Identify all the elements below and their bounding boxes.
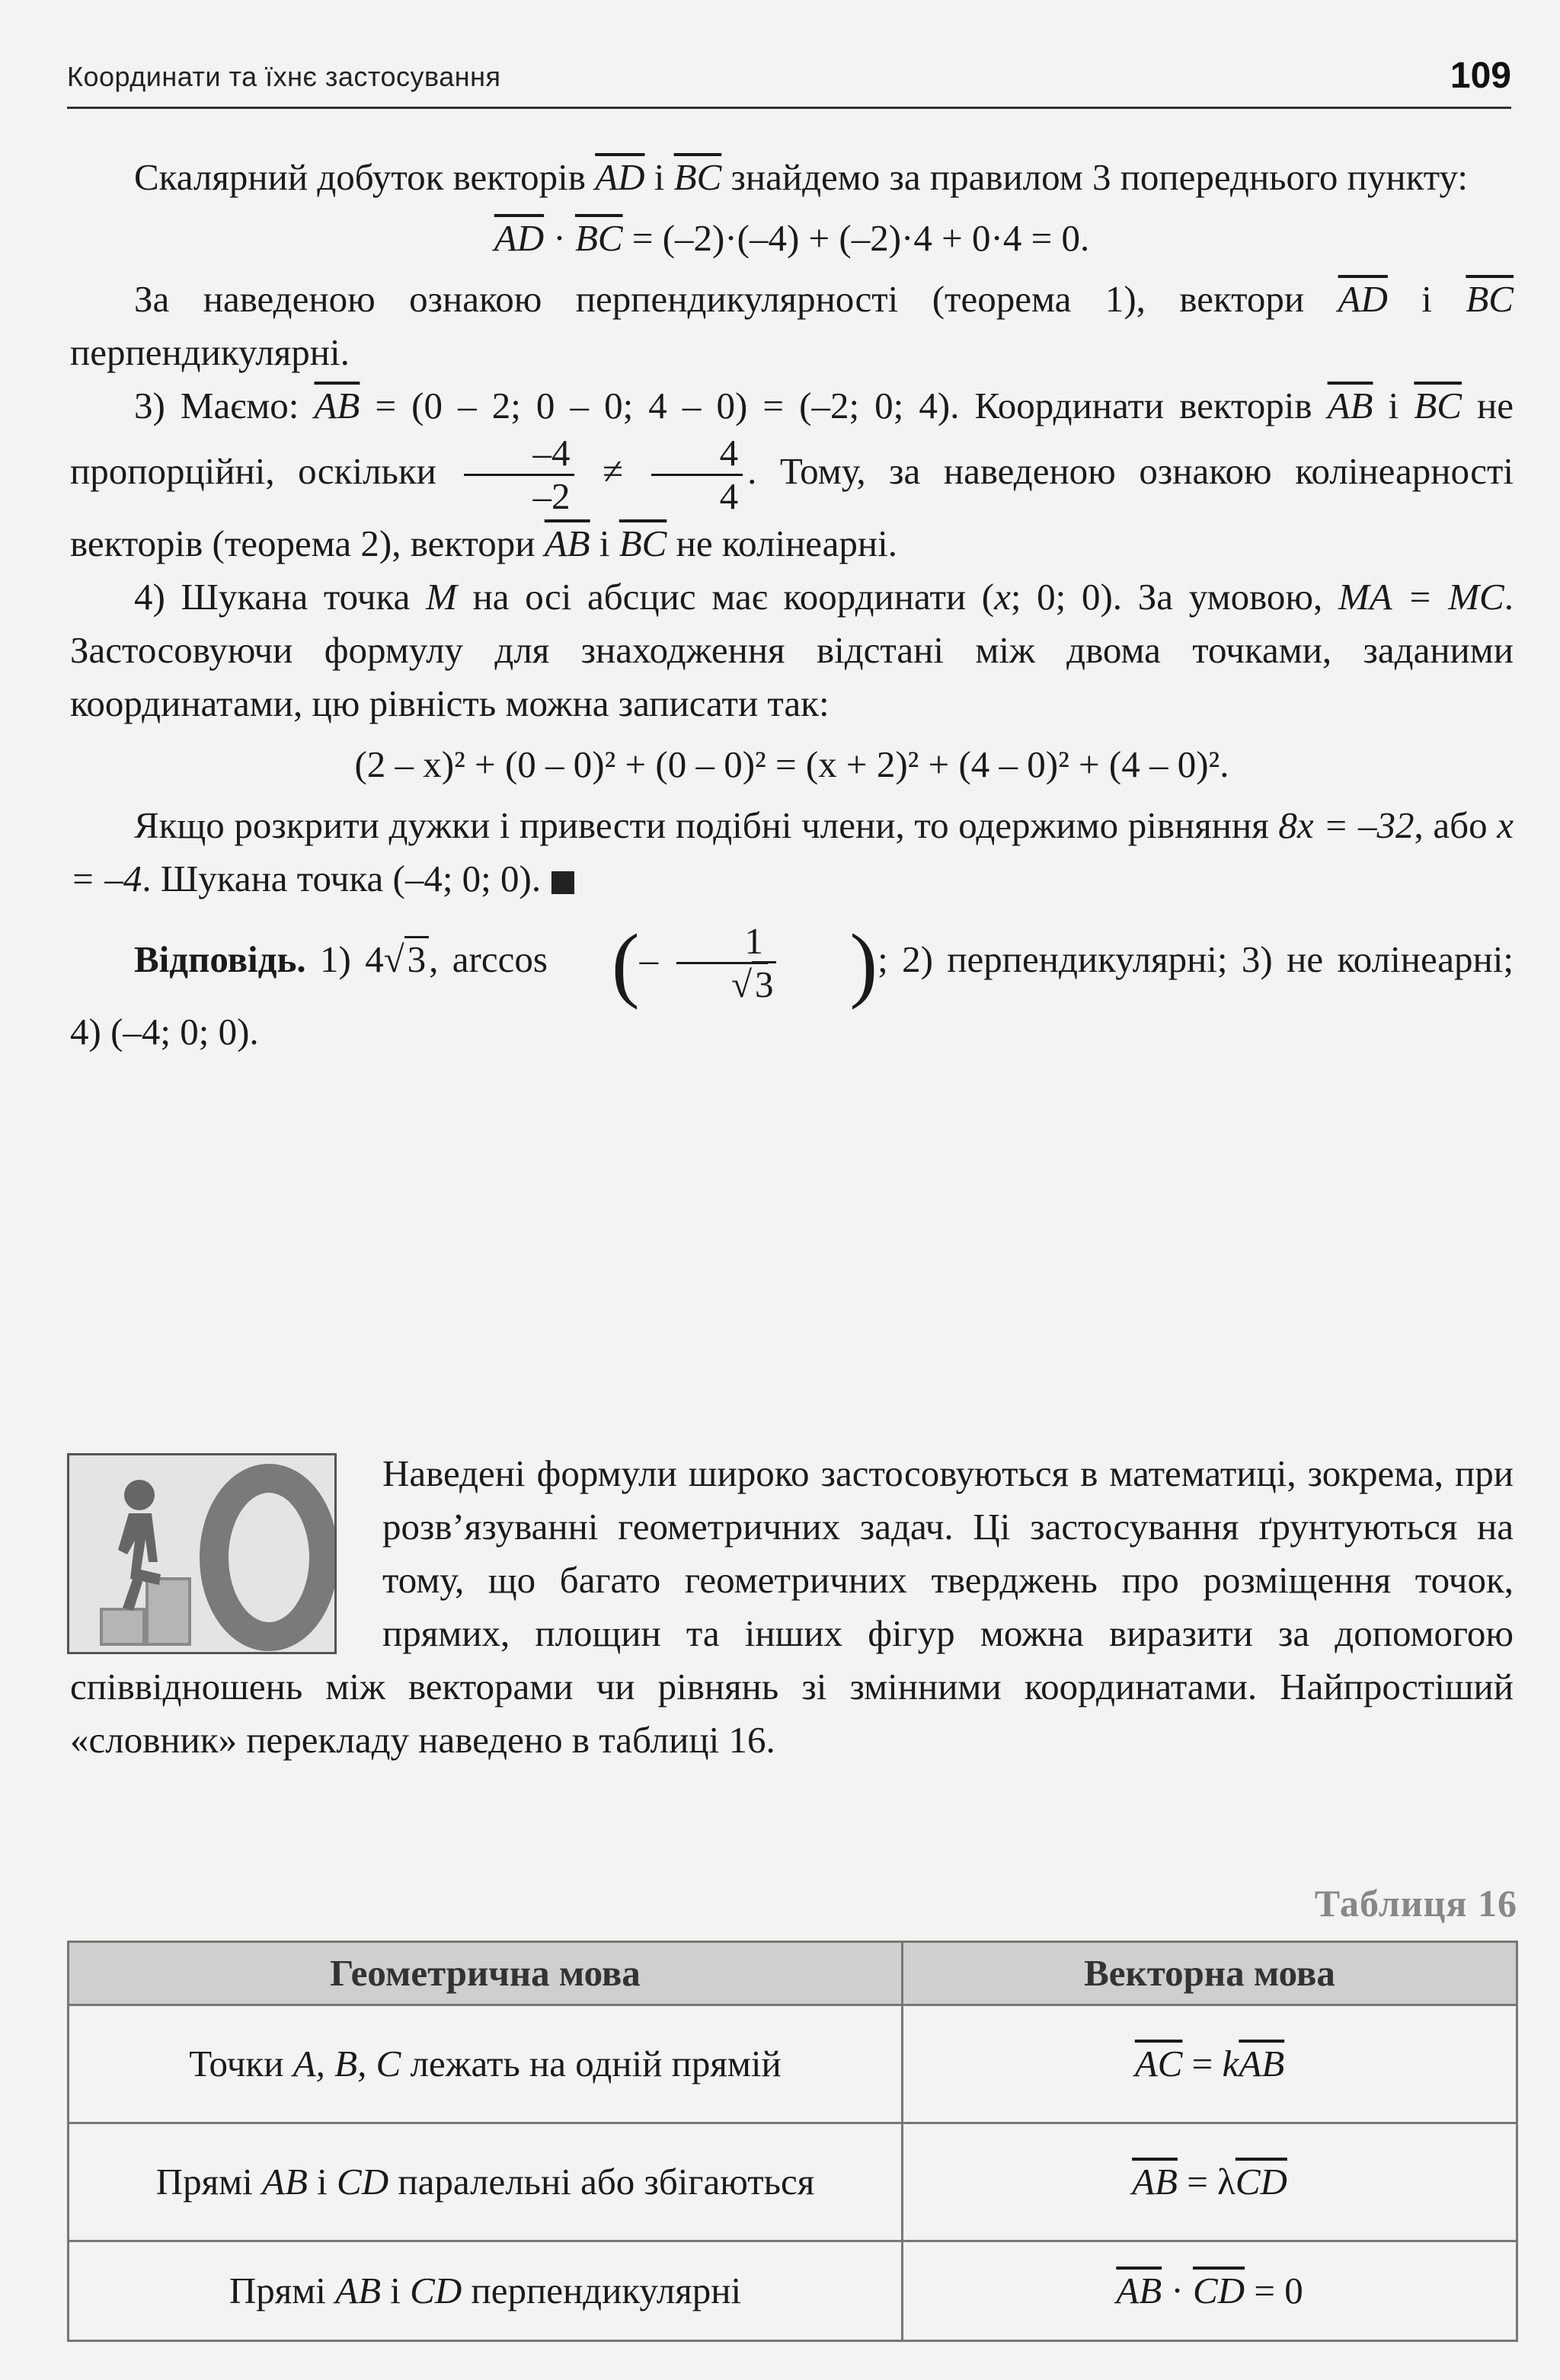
fraction-1-sqrt3: $\frac{1}{√3}$ <box>663 921 781 1005</box>
fraction-minus4-minus2: $\frac{-4}{-2}$ <box>464 433 574 517</box>
paragraph-collinearity: 3) Маємо: $\overline{AB} = (0 - 2$; 0 – 0; 4 – 0) = (–2; 0; 4). Координати векторів $\overline{AB}$ і $\overline{BC}$ не пропорційні, оскільки $\frac{-4}{-2}$ ≠ $\frac{4}{4}$ . Тому, за наведеною ознакою колінеарності векторів (теорема 2), вектори $\overline{AB}$ і $\overline{BC}$ не колінеарні. <box>70 385 1514 564</box>
vector-AD: $\overline{AD}$ <box>595 156 645 198</box>
table-row <box>69 2005 1517 2123</box>
geo-cell: Прямі AB і CD перпендикулярні <box>69 2241 903 2341</box>
header-vector-language: Векторна мова <box>903 1942 1517 2005</box>
paragraph-perpendicular: За наведеною ознакою перпендикулярності (теорема 1), вектори $\overline{AD}$ і $\overline{BC}$ перпендикулярні. <box>70 278 1514 373</box>
paragraph-scalar-product: Скалярний добуток векторів $\overline{AD}$ і $\overline{BC}$ знайдемо за правилом 3 попереднього пункту: <box>134 156 1468 198</box>
solution-text <box>70 151 1514 1096</box>
vec-cell: $\overline{AB} \cdot \overline{CD} = 0$ <box>903 2241 1517 2341</box>
page-number: 109 <box>1450 56 1511 96</box>
formula-dot-product: $\overline{AD} \cdot \overline{BC} = (-2)\cdot(-4) + (-2)\cdot 4 + 0\cdot 4 = 0$. <box>494 217 1090 259</box>
table-row <box>69 2123 1517 2241</box>
header-geometric-language: Геометрична мова <box>69 1942 903 2005</box>
answer-paragraph: Відповідь. 1) 4√3, arccos (– $\frac{1}{√3}$ ); 2) перпендикулярні; 3) не колінеарні; 4) (–4; 0; 0). <box>70 916 1514 1053</box>
table-header-row <box>69 1942 1517 2005</box>
geo-cell: Прямі AB і CD паралельні або збігаються <box>69 2123 903 2241</box>
table-row <box>69 2241 1517 2341</box>
answer-label: Відповідь. <box>134 938 306 980</box>
translation-table <box>67 1941 1518 2342</box>
vec-cell: $\overline{AC} = k\overline{AB}$ <box>903 2005 1517 2123</box>
intro-paragraph <box>70 1447 1514 1767</box>
running-title: Координати та їхнє застосування <box>67 61 501 92</box>
paragraph-point-m: 4) Шукана точка M на осі абсцис має координати (x; 0; 0). За умовою, MA = MC. Застосовуючи формулу для знаходження відстані між двома точками, заданими координатами, цю рівність можна записати так: <box>70 576 1514 724</box>
header-rule <box>67 107 1511 109</box>
geo-cell: Точки A, B, C лежать на одній прямій <box>69 2005 903 2123</box>
fraction-4-4: $\frac{4}{4}$ <box>651 433 743 517</box>
sqrt-symbol: √ <box>383 938 404 980</box>
vec-cell: $\overline{AB} = \lambda\overline{CD}$ <box>903 2123 1517 2241</box>
table-caption: Таблиця 16 <box>1314 1882 1517 1925</box>
end-of-proof-square <box>551 871 574 894</box>
formula-distance-equation: (2 – x)² + (0 – 0)² + (0 – 0)² = (x + 2)² + (4 – 0)² + (4 – 0)². <box>354 743 1229 785</box>
intro-text: Наведені формули широко застосовуються в математиці, зокрема, при розв’язуванні геометричних задач. Ці застосування ґрунтуються на тому, що багато геометричних тверджень про розміщення точок, прямих, площин та інших фігур можна виразити за допомогою співвідношень між векторами чи рівнянь зі змінними координатами. Найпростіший «словник» перекладу наведено в таблиці 16. <box>70 1452 1514 1761</box>
paragraph-result: Якщо розкрити дужки і привести подібні члени, то одержимо рівняння 8x = –32, або x = –4. Шукана точка (–4; 0; 0). <box>70 804 1514 899</box>
vector-BC: $\overline{BC}$ <box>673 156 722 198</box>
